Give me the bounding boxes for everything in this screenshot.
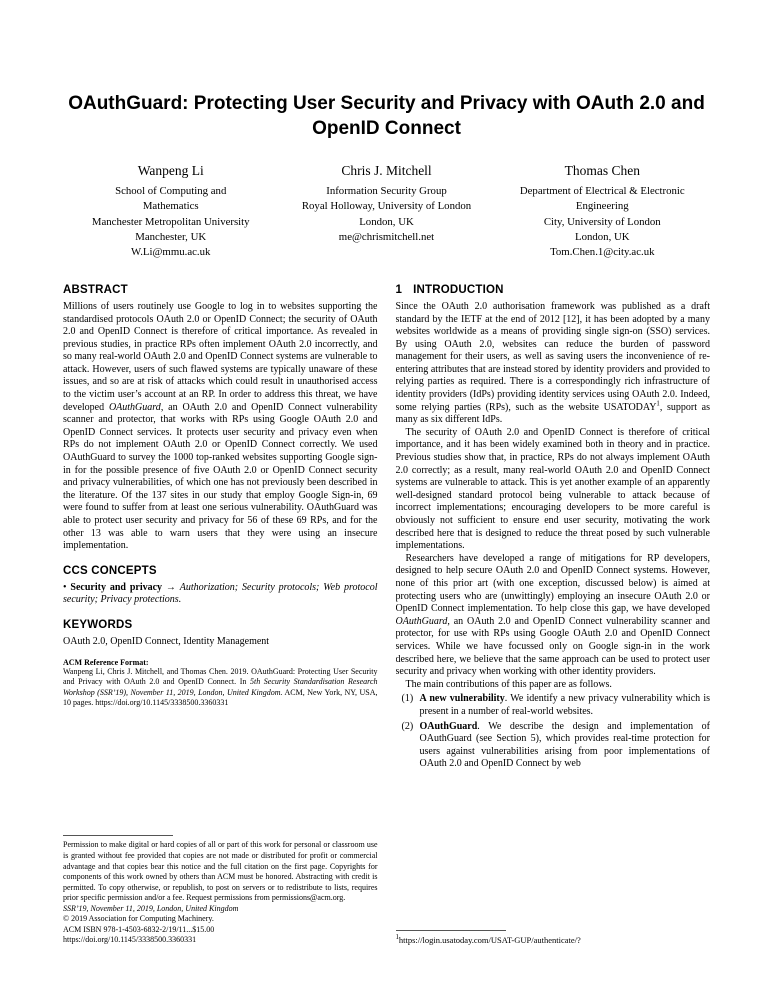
permission-venue — [63, 904, 378, 915]
author-3-affiliation-line: City, University of London — [543, 215, 661, 228]
permission-isbn: ACM ISBN 978-1-4503-6832-2/19/11...$15.00 — [63, 924, 215, 934]
footnote-text — [396, 935, 711, 946]
ccs-heading: CCS CONCEPTS — [63, 564, 157, 577]
intro-paragraph-2: The security of OAuth 2.0 and OpenID Connect is therefore of critical importance, and it has been widely examined both in theory and in practice. Previous studies show that, in practice, RPs do not always implement OAuth 2.0 correctly; as a result, many real-world OAuth 2.0 and OpenID Connect systems are vulnerable to attack. This is yet another example of an apparently well-designed standard protocol being vulnerable to attack because of incorrect implementations; encouraging developers to be more careful is obviously not sufficient to ensure end user security, motivating the work described here that is designed to reduce the threat posed by such vulnerable implementations. — [395, 426, 710, 552]
footnote-marker-ref[interactable]: 1 — [656, 400, 660, 408]
footnote-block — [396, 930, 711, 954]
ccs-arrow: → — [162, 581, 180, 593]
footnote-url-link[interactable]: https://login.usatoday.com/USAT-GUP/authenticate/? — [398, 934, 581, 945]
ccs-bold-category: Security and privacy — [70, 581, 163, 593]
introduction-heading — [396, 284, 711, 296]
intro-paragraph-4: The main contributions of this paper are as follows. — [405, 678, 612, 690]
abstract-heading: ABSTRACT — [63, 283, 128, 296]
author-2-affiliation-line: Royal Holloway, University of London — [301, 200, 472, 213]
author-3-affiliation-line: Engineering — [575, 200, 629, 213]
intro-p3-term-oauthguard: OAuthGuard — [395, 615, 448, 627]
intro-p3-post: , an OAuth 2.0 and OpenID Connect vulnerability scanner and protector, for use with RPs using Google OAuth 2.0 and OpenID Connect services. While we have focussed only on Google sign-in in the work described here, we believe that the same approach can be used to protect user security and privacy when working with other identity providers. — [395, 615, 710, 678]
paper-title: OAuthGuard: Protecting User Security and Privacy with OAuth 2.0 and OpenID Connect — [68, 93, 705, 139]
ccs-bullet: • — [63, 581, 71, 593]
author-2-affiliation-line: Information Security Group — [326, 185, 447, 198]
ccs-subcategories: Authorization; Security protocols; Web protocol security; Privacy protections. — [63, 581, 378, 606]
copyright-rule — [63, 835, 173, 836]
abstract-text-post: , an OAuth 2.0 and OpenID Connect vulnerability scanner and protector, that works with RPs using Google OAuth 2.0 and OpenID Connect services. It protects user security and privacy even when RPs do not implement OAuth 2.0 or OpenID Connect correctly. We used OAuthGuard to survey the 1000 top-ranked websites supporting Google sign-in for the possible presence of five OAuth 2.0 or OpenID Connect security and privacy vulnerabilities, of which one has not previously been described in the literature. Of the 137 sites in our study that employ Google Sign-in, 69 were found to suffer from at least one serious vulnerability. OAuthGuard was able to protect user security and privacy for 56 of these 69 RPs, and for the other 13 was able to warn users that they were using an insecure implementation. — [63, 401, 378, 552]
contribution-2-text: . We describe the design and implementation of OAuthGuard (see Section 5), which provides real-time protection for users against vulnerabilities arising from poor implementations of OAuth 2.0 and OpenID Connect by web — [419, 720, 710, 770]
acm-reference-heading: ACM Reference Format: — [63, 657, 149, 667]
intro-paragraph-3 — [396, 553, 711, 679]
contribution-1-text: . We identify a new privacy vulnerability which is present in a number of real-world websites. — [419, 693, 710, 717]
author-2-name: Chris J. Mitchell — [341, 163, 432, 179]
author-3-affiliation-line: Department of Electrical & Electronic — [519, 185, 685, 198]
abstract-term-oauthguard: OAuthGuard — [108, 401, 161, 413]
contribution-1-title: A new vulnerability — [419, 693, 505, 705]
footnote-rule — [396, 930, 506, 931]
author-1 — [63, 163, 278, 260]
right-column — [396, 282, 711, 954]
permission-copyright: © 2019 Association for Computing Machinery. — [63, 914, 214, 924]
permission-doi-link[interactable]: https://doi.org/10.1145/3338500.3360331 — [63, 935, 197, 945]
contribution-1-number: (1) — [401, 693, 414, 705]
contribution-2-number: (2) — [401, 720, 414, 732]
author-3-name: Thomas Chen — [564, 163, 640, 179]
section-number: 1 — [395, 283, 403, 296]
author-1-affiliation-line: School of Computing and — [115, 185, 227, 198]
abstract-text-pre: Millions of users routinely use Google to log in to websites supporting the standardised protocols OAuth 2.0 or OpenID Connect; the security of OAuth 2.0 and OpenID Connect is therefore of critical importance. As revealed in previous studies, in practice RPs often implement OAuth 2.0 incorrectly, and so many real-world OAuth 2.0 and OpenID Connect systems are vulnerable to attack. However, users of such flawed systems are typically unaware of these issues, and so are at risk of attacks which could result in unauthorised access to the victim user’s account at an RP. In order to address this threat, we have developed — [63, 300, 378, 413]
permission-text: Permission to make digital or hard copies of all or part of this work for personal or classroom use is granted without fee provided that copies are not made or distributed for profit or commercial advantage and that copies bear this notice and the full citation on the first page. Copyrights for components of this work owned by others than ACM must be honored. Abstracting with credit is permitted. To copy otherwise, or republish, to post on servers or to redistribute to lists, requires prior specific permission and/or a fee. Request permissions from permissions@acm.org. — [63, 840, 378, 903]
author-1-affiliation-line: Mathematics — [142, 200, 199, 213]
left-column — [63, 282, 378, 954]
author-block — [63, 163, 710, 260]
author-3-email[interactable]: Tom.Chen.1@city.ac.uk — [550, 245, 655, 258]
acm-reference-doi-link[interactable]: https://doi.org/10.1145/3338500.3360331 — [95, 698, 229, 708]
contribution-2-title: OAuthGuard — [419, 720, 478, 732]
acm-reference-pre: Wanpeng Li, Chris J. Mitchell, and Thomas Chen. 2019. OAuthGuard: Protecting User Security and Privacy with OAuth 2.0 and OpenID Connect. In — [63, 666, 378, 687]
author-1-affiliation-line: Manchester, UK — [135, 230, 207, 243]
intro-p3-pre: Researchers have developed a range of mitigations for RP developers, designed to help secure OAuth 2.0 and OpenID Connect systems. However, none of this prior art (with one exception, discussed below) is aimed at protecting users who are (unwittingly) employing an insecure OAuth 2.0 or OpenID Connect implementation. To help close this gap, we have developed — [395, 552, 710, 615]
intro-paragraph-1 — [396, 301, 711, 427]
copyright-block — [63, 835, 378, 953]
acm-reference-venue: 5th Security Standardisation Research Workshop (SSR’19), November 11, 2019, London, United Kingdom. — [63, 677, 378, 697]
author-2 — [279, 163, 494, 260]
intro-p1-post: , support as many as six different IdPs. — [395, 401, 710, 426]
author-1-affiliation-line: Manchester Metropolitan University — [91, 215, 250, 228]
acm-reference-post: ACM, New York, NY, USA, 10 pages. — [63, 687, 378, 708]
author-1-email[interactable]: W.Li@mmu.ac.uk — [131, 245, 211, 258]
author-2-affiliation-line: London, UK — [359, 215, 414, 228]
footnote-marker: 1 — [395, 934, 399, 942]
contribution-item-1 — [396, 693, 711, 718]
two-column-body — [63, 282, 710, 954]
section-title: INTRODUCTION — [413, 283, 504, 296]
intro-p1-pre: Since the OAuth 2.0 authorisation framework was published as a draft standard by the IETF at the end of 2012 [12], it has been adopted by a many websites worldwide as a means of providing single sign-on (SSO) services. By using OAuth 2.0, websites can reduce the burden of password management for their users, as well as saving users the inconvenience of re-entering attributes that are instead stored by identity providers and provided to relying parties as required. There is a correspondingly rich infrastructure of identity providers (IdPs) providing identity services using OAuth 2.0. Indeed, some relying parties (RPs), such as the website USATODAY — [395, 300, 710, 413]
keywords-text: OAuth 2.0, OpenID Connect, Identity Management — [63, 635, 270, 647]
keywords-heading: KEYWORDS — [63, 618, 133, 631]
acm-reference-text — [63, 667, 378, 709]
contribution-item-2 — [396, 721, 711, 771]
author-1-name: Wanpeng Li — [137, 163, 204, 179]
ccs-concepts-text — [63, 582, 378, 607]
author-2-email[interactable]: me@chrismitchell.net — [338, 230, 435, 243]
permission-venue-italic: SSR’19, November 11, 2019, London, United Kingdom — [63, 903, 239, 913]
abstract-text — [63, 301, 378, 553]
author-3-affiliation-line: London, UK — [574, 230, 630, 243]
author-3 — [495, 163, 710, 260]
